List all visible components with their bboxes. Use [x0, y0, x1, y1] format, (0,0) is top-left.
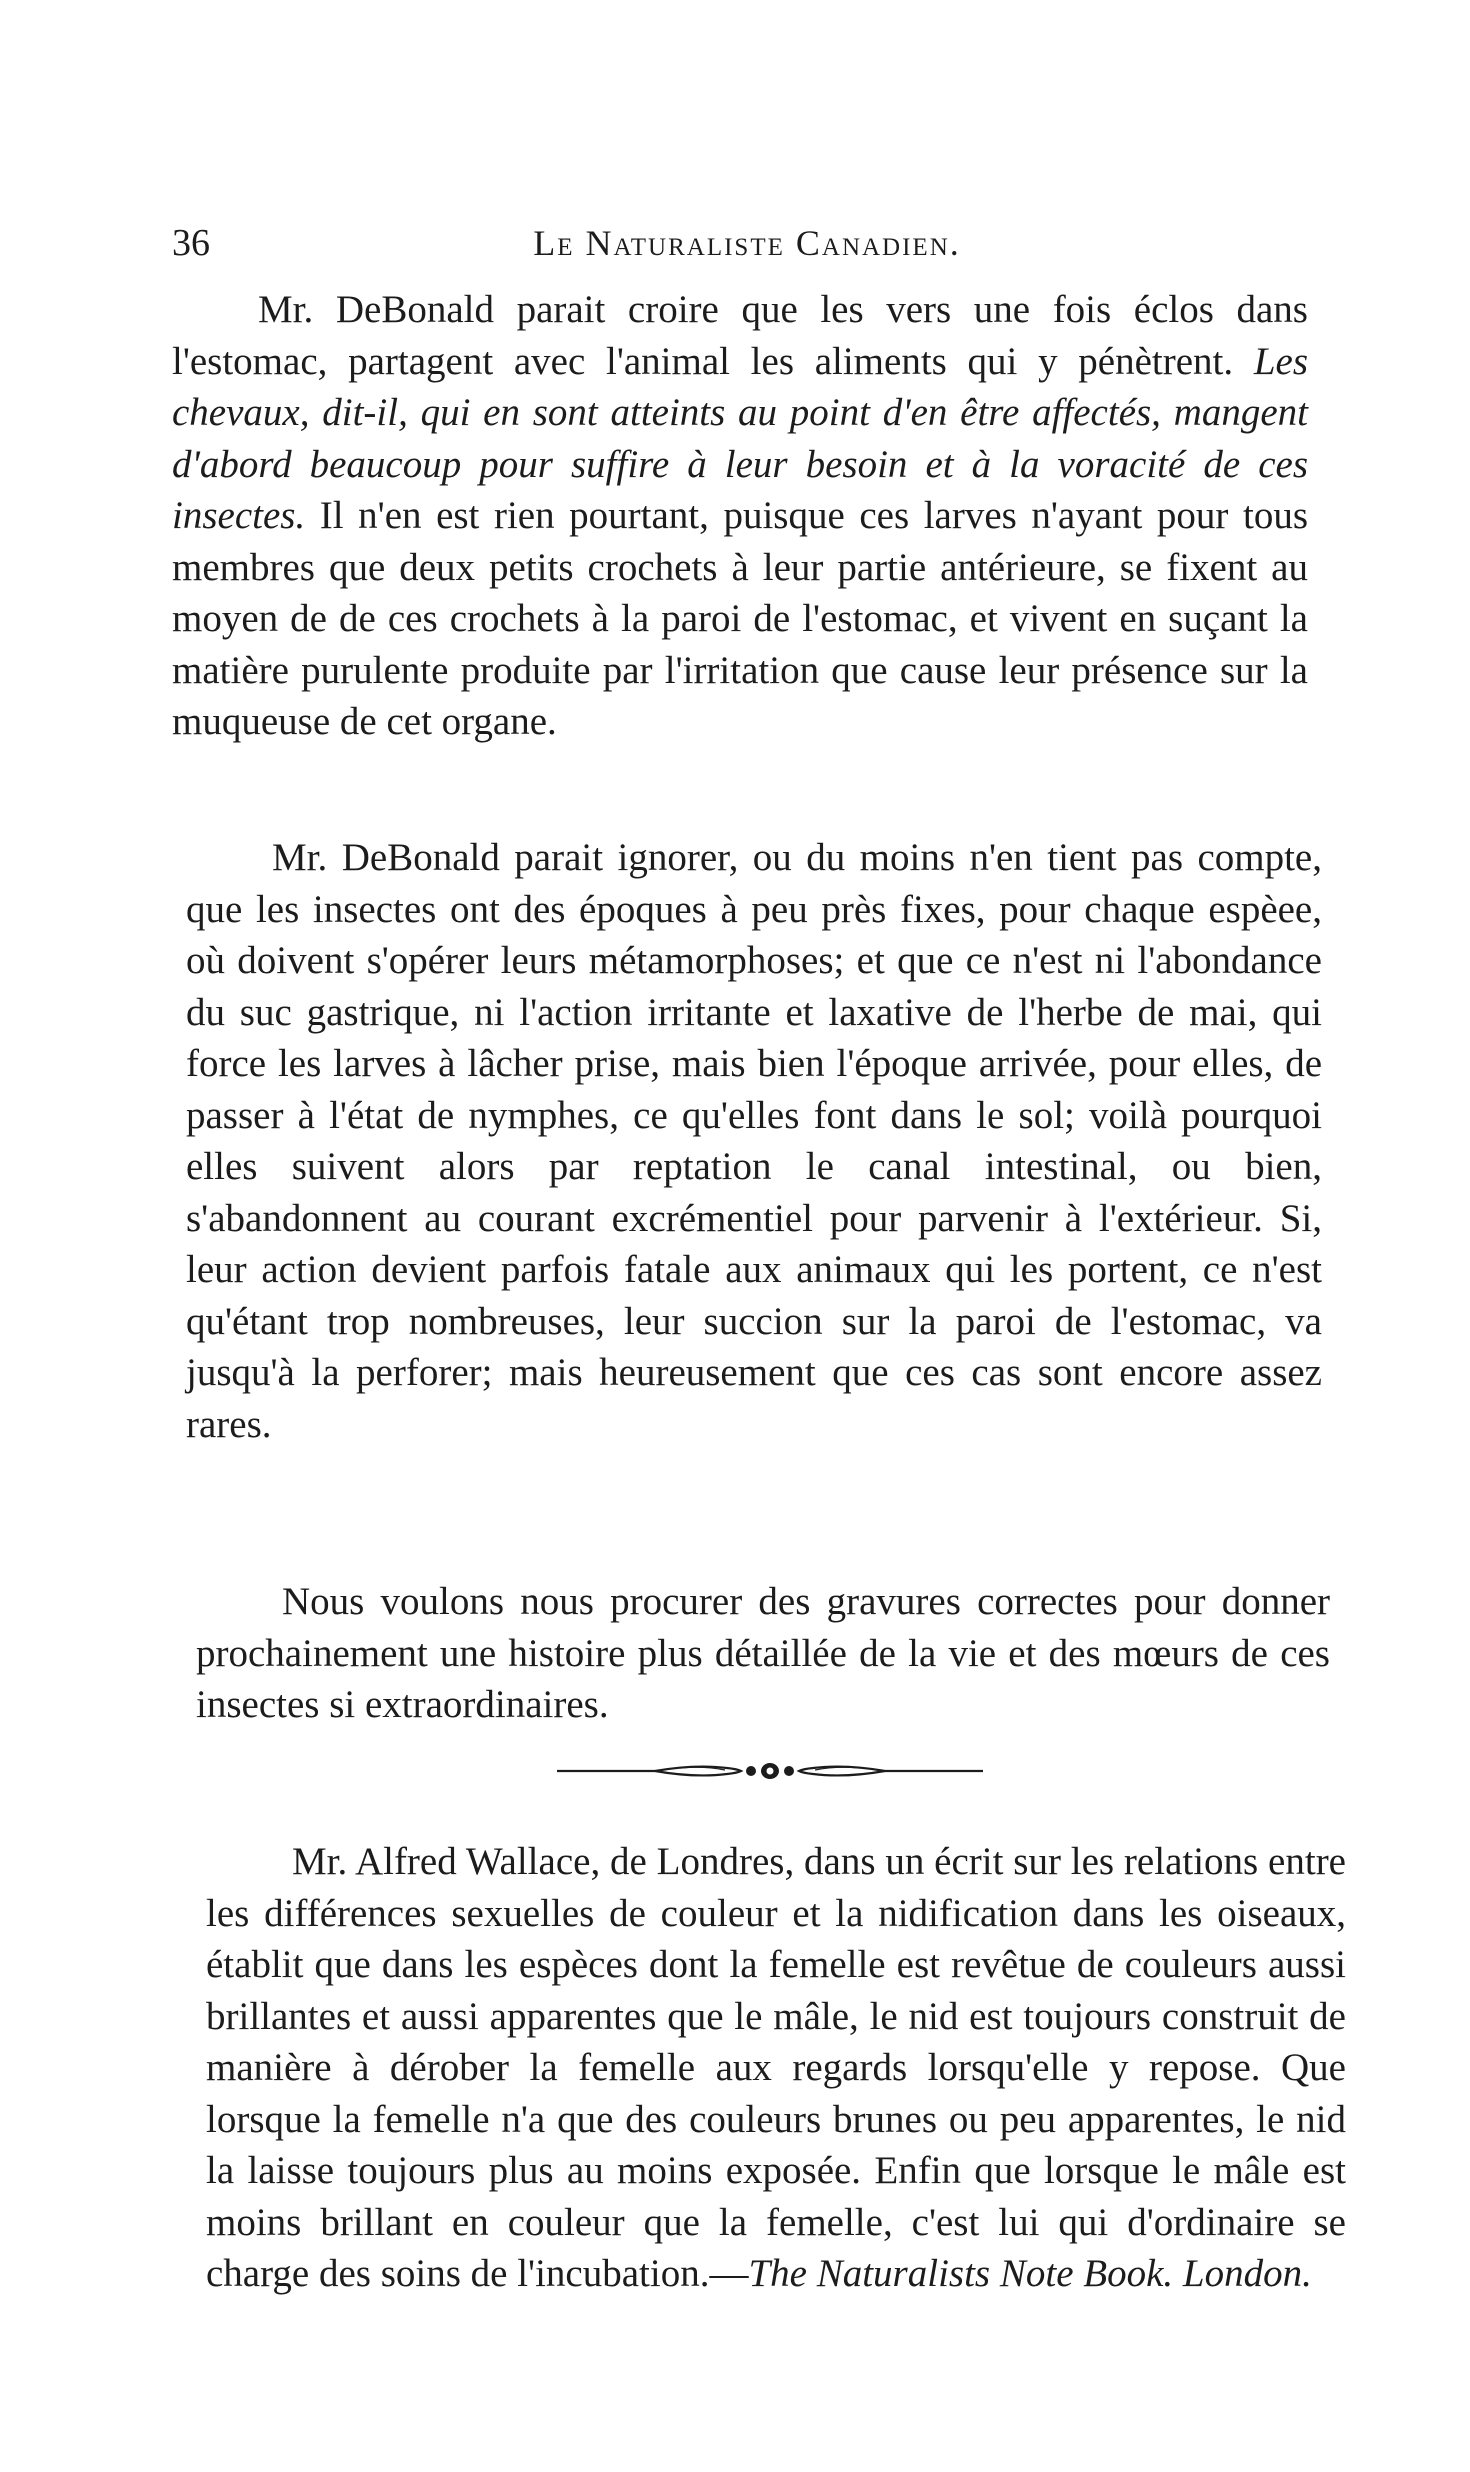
paragraph-text: Il n'en est rien pourtant, puisque ces larves n'ayant pour tous membres que deux petits crochets à leur partie antérieure, se fixent au moyen de de ces crochets à la paroi de l'estomac, et vivent en suçant la matière purulente produite par l'irritation que cause leur présence sur la muqueuse de cet organe. — [172, 494, 1308, 743]
paragraph-engravings — [196, 1576, 1330, 1731]
italic-quotation: Les chevaux, dit-il, qui en sont atteints au point d'en être affectés, mangent d'abord beaucoup pour suffire à leur besoin et à la voracité de ces insectes. — [172, 339, 1308, 537]
paragraph-text: Nous voulons nous procurer des gravures correctes pour donner prochainement une histoire plus détaillée de la vie et des mœurs de ces insectes si extraordinaires. — [196, 1580, 1330, 1726]
section-divider-ornament-icon — [555, 1758, 985, 1784]
paragraph-text: Mr. DeBonald parait ignorer, ou du moins n'en tient pas compte, que les insectes ont des époques à peu près fixes, pour chaque espèee, où doivent s'opérer leurs métamorphoses; et que ce n'est ni l'abondance du suc gastrique, ni l'action irritante et laxative de l'herbe de mai, qui force les larves à lâcher prise, mais bien l'époque arrivée, pour elles, de passer à l'état de nymphes, ce qu'elles font dans le sol; voilà pourquoi elles suivent alors par reptation le canal intestinal, ou bien, s'abandonnent au courant excrémentiel pour parvenir à l'extérieur. Si, leur action devient parfois fatale aux animaux qui les portent, ce n'est qu'étant trop nombreuses, leur succion sur la paroi de l'estomac, va jusqu'à la perforer; mais heureusement que ces cas sont encore assez rares. — [186, 836, 1322, 1446]
journal-title: Le Naturaliste Canadien. — [533, 223, 961, 263]
paragraph-debonald-metamorphosis — [186, 832, 1322, 1450]
running-head — [172, 218, 1322, 268]
paragraph-debonald-stomach — [172, 284, 1308, 748]
page-number: 36 — [172, 222, 210, 264]
paragraph-wallace-nidification — [206, 1836, 1346, 2300]
source-citation: The Naturalists Note Book. London. — [748, 2252, 1312, 2295]
paragraph-text: Mr. Alfred Wallace, de Londres, dans un écrit sur les relations entre les différences sexuelles de couleur et la nidification dans les oiseaux, établit que dans les espèces dont la femelle est revêtue de couleurs aussi brillantes et aussi apparentes que le mâle, le nid est toujours construit de manière à dérober la femelle aux regards lorsqu'elle y repose. Que lorsque la femelle n'a que des couleurs brunes ou peu apparentes, le nid la laisse toujours plus au moins exposée. Enfin que lorsque le mâle est moins brillant en couleur que la femelle, c'est lui qui d'ordinaire se charge des soins de l'incubation.— — [206, 1840, 1346, 2295]
paragraph-text: Mr. DeBonald parait croire que les vers une fois éclos dans l'estomac, partagent avec l'animal les aliments qui y pénètrent. — [172, 288, 1308, 383]
